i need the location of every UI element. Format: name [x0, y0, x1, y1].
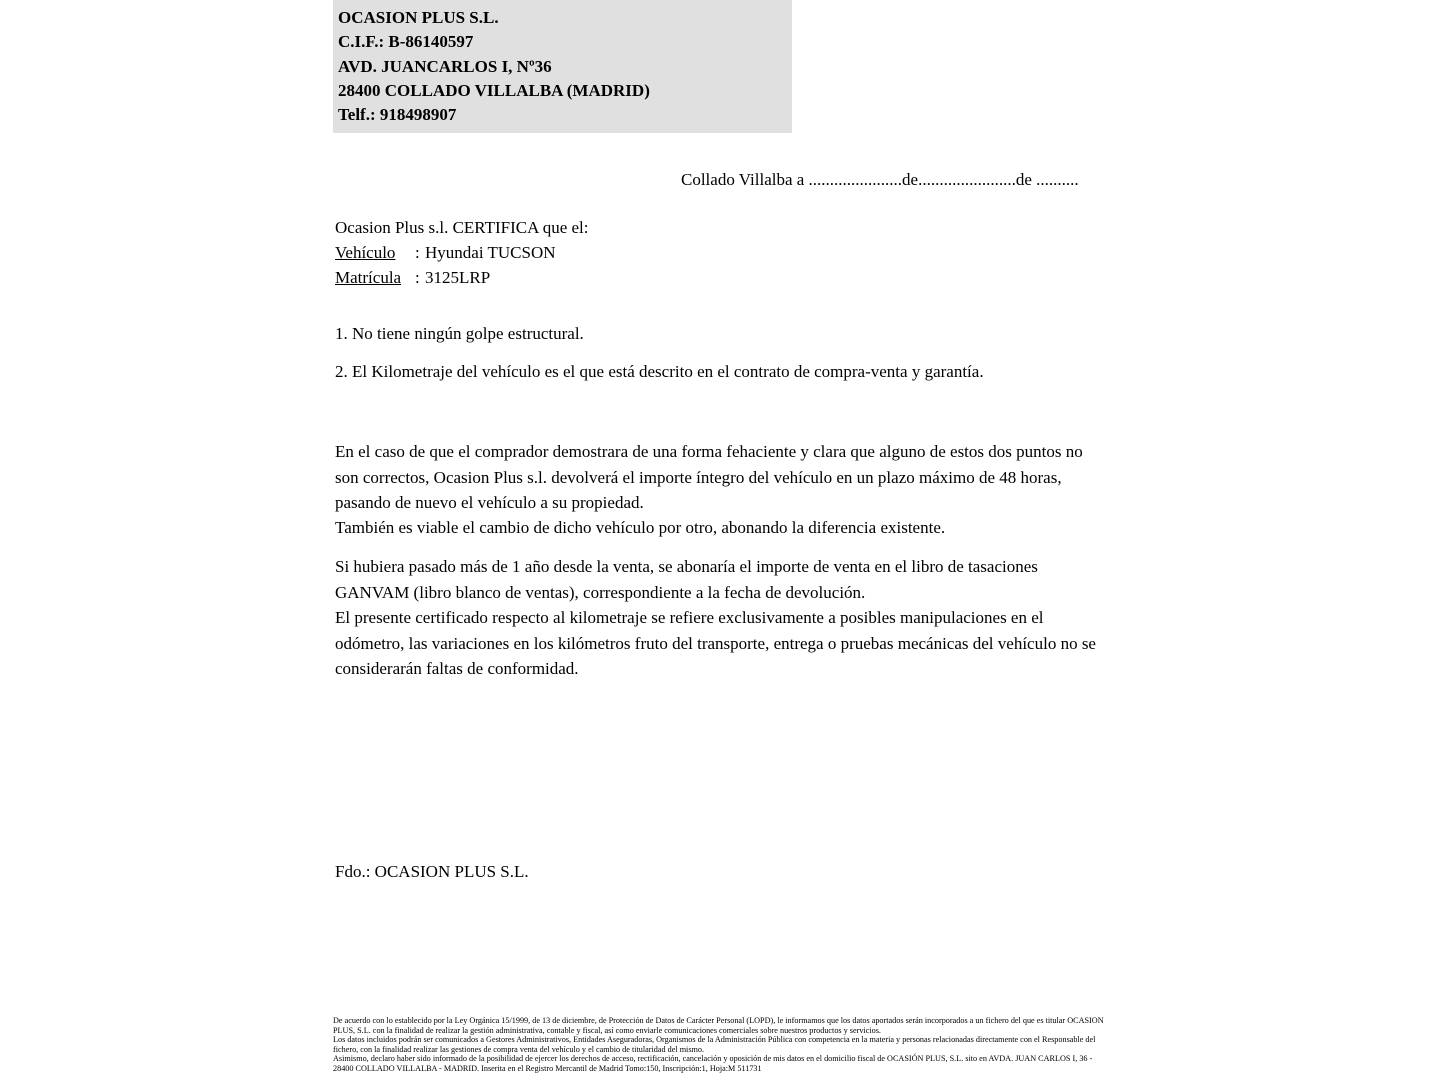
certifica-section: [335, 215, 589, 290]
paragraph-exchange-option: También es viable el cambio de dicho vehículo por otro, abonando la diferencia existente.: [335, 518, 946, 537]
legal-paragraph-2: Los datos incluidos podrán ser comunicados a Gestores Administrativos, Entidades Aseguradoras, Organismos de la Administración Pública con competencia en la materia y personas relacionadas directamente con el Responsable del fichero, con la finalidad realizar las gestiones de compra venta del vehículo y el cambio de titularidad del mismo.: [333, 1035, 1096, 1054]
date-line: Collado Villalba a ......................de.......................de ..........: [681, 170, 1079, 189]
letterhead-city: 28400 COLLADO VILLALBA (MADRID): [338, 80, 650, 100]
plate-field-separator: :: [415, 268, 420, 287]
letterhead-block: [333, 0, 792, 133]
point-item-2: 2. El Kilometraje del vehículo es el que está descrito en el contrato de compra-venta y garantía.: [335, 362, 984, 381]
vehicle-field-separator: :: [415, 243, 420, 262]
legal-footnote: [333, 1016, 1108, 1074]
plate-field-label: Matrícula: [335, 268, 402, 287]
vehicle-field-label: Vehículo: [335, 243, 396, 262]
point-item-1: 1. No tiene ningún golpe estructural.: [335, 324, 584, 343]
paragraph-ganvam-valuation: Si hubiera pasado más de 1 año desde la venta, se abonaría el importe de venta en el libro de tasaciones GANVAM (libro blanco de ventas), correspondiente a la fecha de devolución.: [335, 557, 1038, 602]
paragraph-refund-terms: En el caso de que el comprador demostrara de una forma fehaciente y clara que alguno de estos dos puntos no son correctos, Ocasion Plus s.l. devolverá el importe íntegro del vehículo en un plazo máximo de 48 horas, pasando de nuevo el vehículo a su propiedad.: [335, 442, 1083, 512]
letterhead-cif: C.I.F.: B-86140597: [338, 32, 474, 52]
legal-paragraph-1: De acuerdo con lo establecido por la Ley Orgánica 15/1999, de 13 de diciembre, de Protección de Datos de Carácter Personal (LOPD), le informamos que los datos aportados serán incorporados a un fichero del que es titular OCASION PLUS, S.L. con la finalidad de realizar la gestión administrativa, contable y fiscal, así como enviarle comunicaciones comerciales sobre nuestros productos y servicios.: [333, 1016, 1104, 1035]
vehicle-field-value: Hyundai TUCSON: [425, 243, 556, 262]
plate-field-row: [335, 265, 589, 290]
signature-line: Fdo.: OCASION PLUS S.L.: [335, 862, 529, 881]
paragraph-odometer-scope: El presente certificado respecto al kilometraje se refiere exclusivamente a posibles manipulaciones en el odómetro, las variaciones en los kilómetros fruto del transporte, entrega o pruebas mecánicas del vehículo no se considerarán faltas de conformidad.: [335, 608, 1096, 678]
plate-field-value: 3125LRP: [425, 268, 491, 287]
letterhead-company-name: OCASION PLUS S.L.: [338, 8, 499, 27]
letterhead-phone: Telf.: 918498907: [338, 105, 457, 125]
vehicle-field-row: [335, 240, 589, 265]
certifica-intro: Ocasion Plus s.l. CERTIFICA que el:: [335, 218, 589, 237]
letterhead-address: AVD. JUANCARLOS I, Nº36: [338, 56, 552, 76]
legal-paragraph-3: Asimismo, declaro haber sido informado de la posibilidad de ejercer los derechos de acceso, rectificación, cancelación y oposición de mis datos en el domicilio fiscal de OCASIÓN PLUS, S.L. sito en AVDA. JUAN CARLOS I, 36 - 28400 COLLADO VILLALBA - MADRID. Inserita en el Registro Mercantil de Madrid Tomo:150, Inscripción:1, Hoja:M 511731: [333, 1054, 1093, 1073]
